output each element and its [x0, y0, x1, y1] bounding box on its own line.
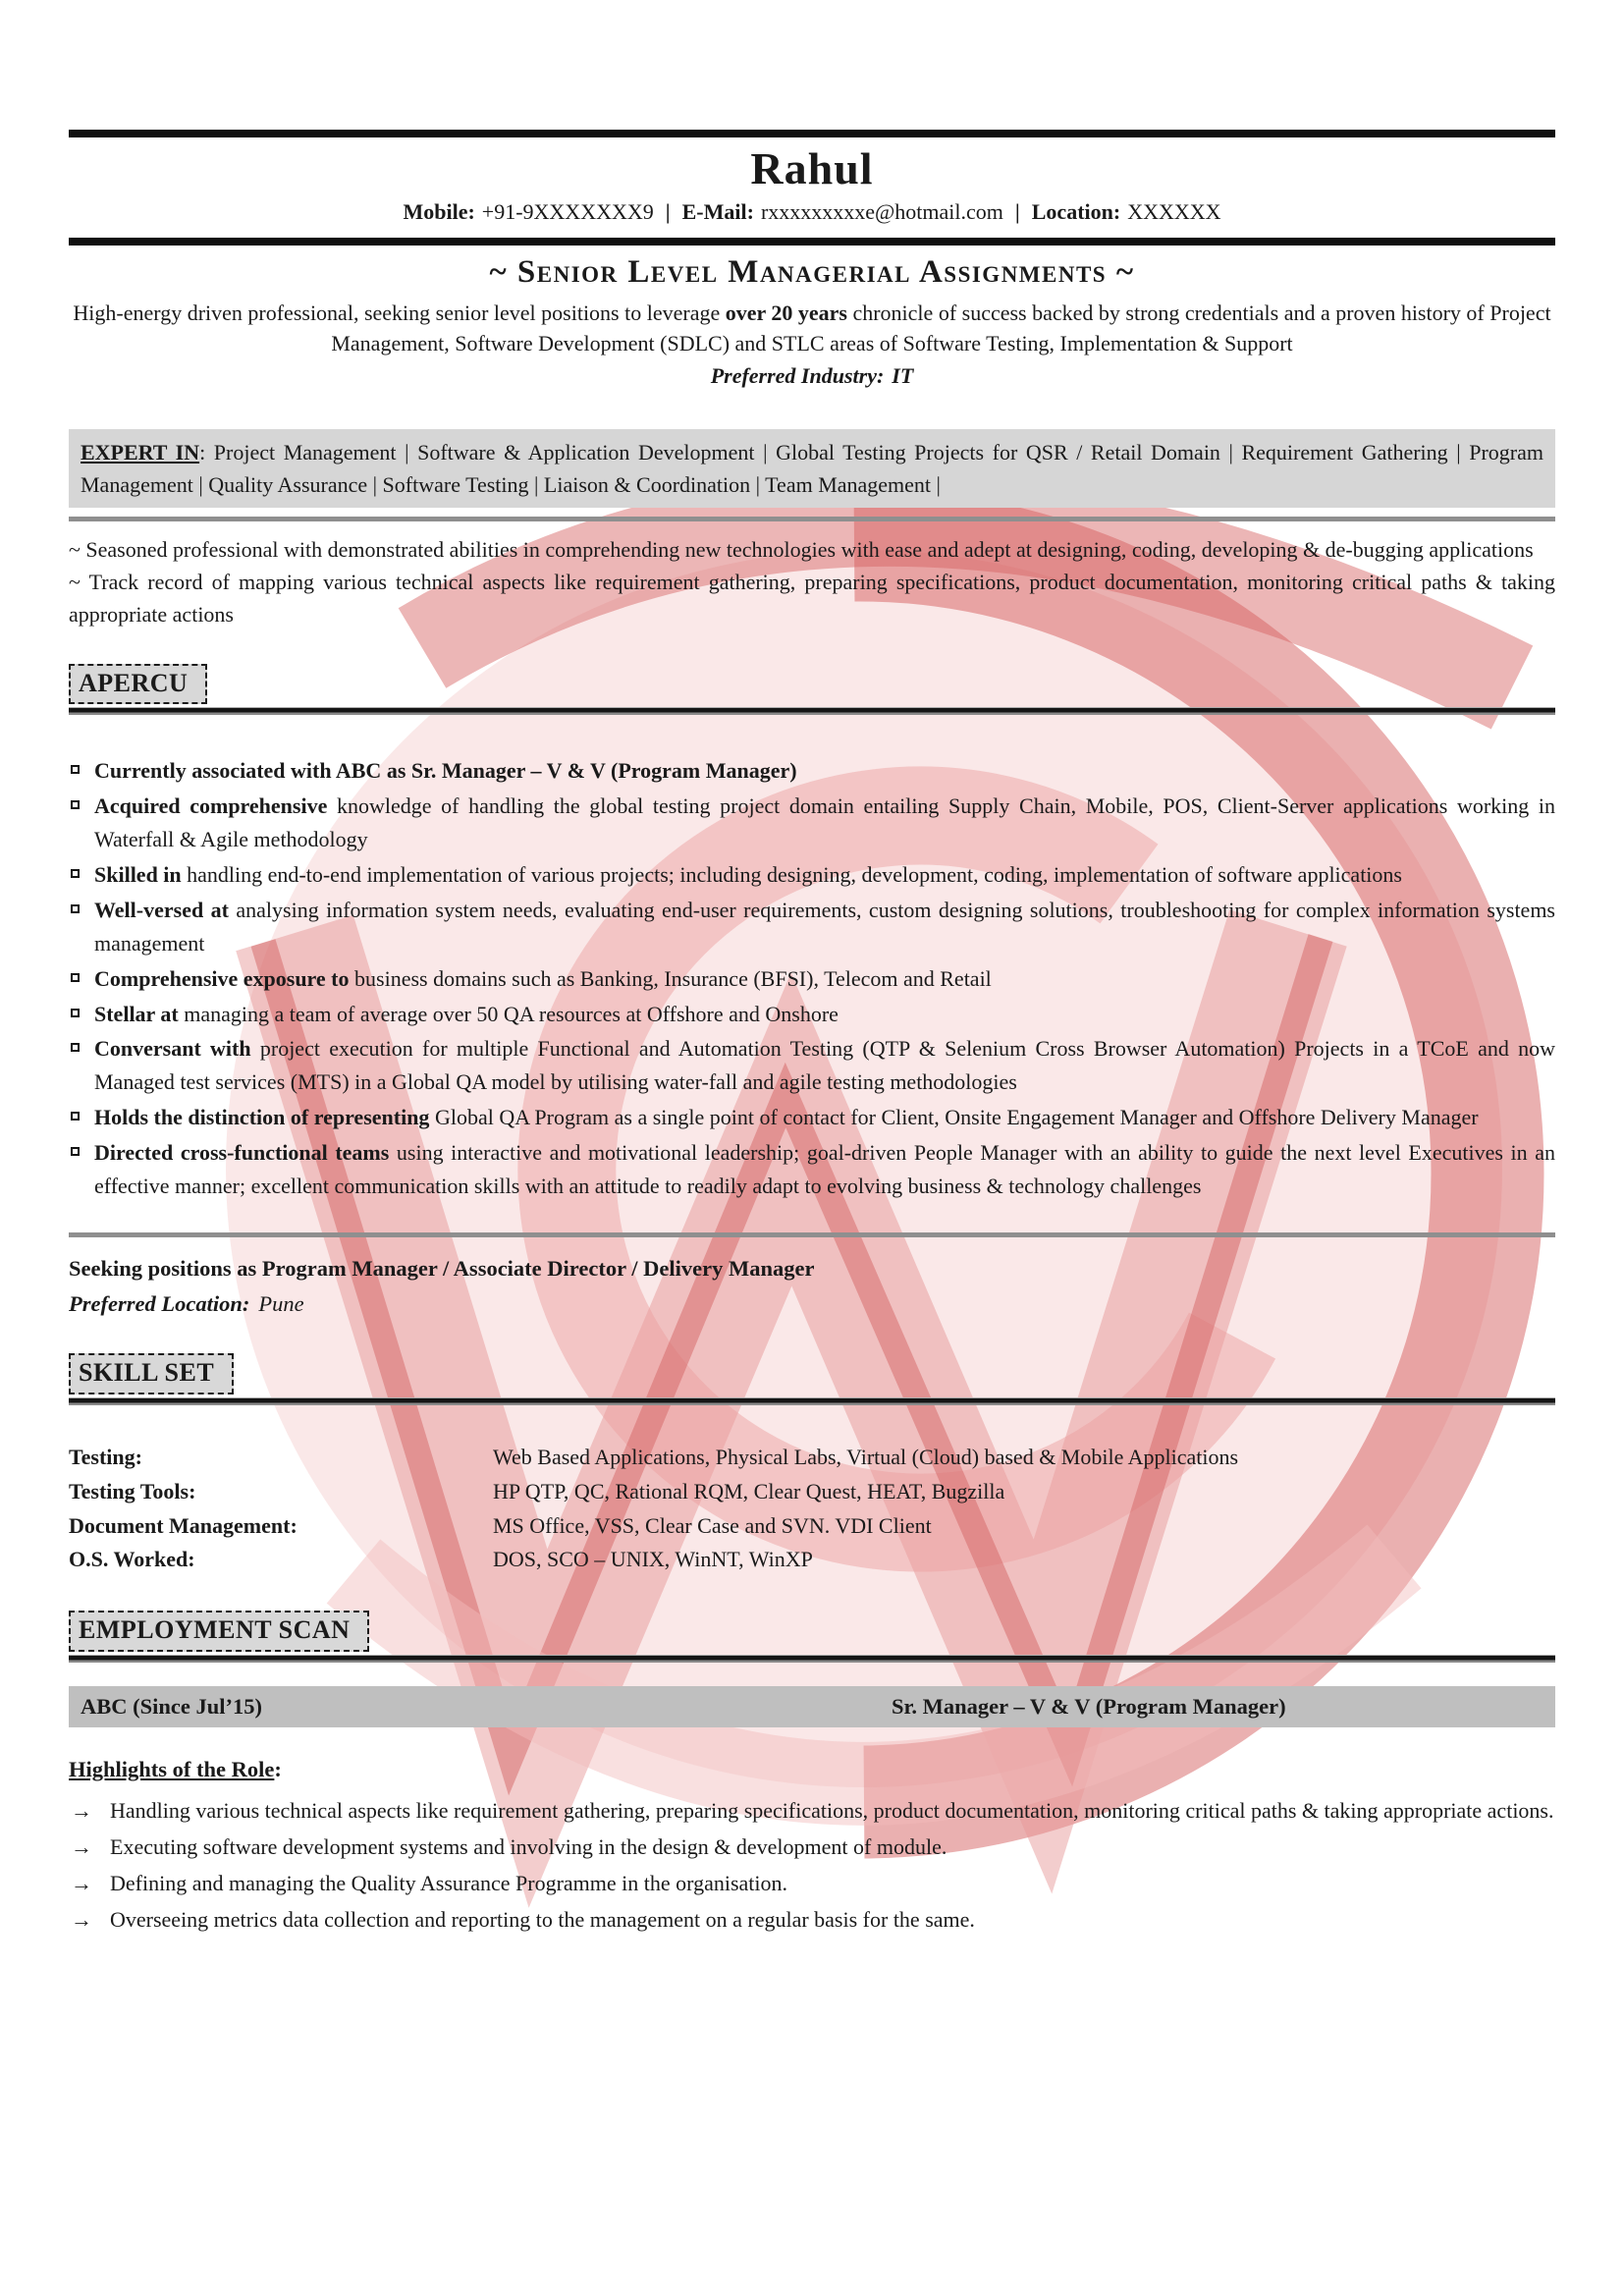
highlight-text: Overseeing metrics data collection and reporting to the management on a regular basis for the same.	[110, 1906, 975, 1932]
table-row	[69, 1475, 1555, 1509]
table-row	[69, 1441, 1555, 1475]
section-rule	[69, 1655, 1555, 1663]
skill-value: DOS, SCO – UNIX, WinNT, WinXP	[493, 1547, 813, 1572]
contact-line	[69, 197, 1555, 228]
arrow-bullet-icon: →	[71, 1834, 92, 1860]
square-bullet-icon	[71, 904, 80, 913]
section-title-apercu: APERCU	[69, 664, 207, 705]
item-rest: knowledge of handling the global testing project domain entailing Supply Chain, Mobile, POS, Client-Server applications working in Waterfall & Agile methodology	[94, 793, 1556, 852]
skill-value: Web Based Applications, Physical Labs, Virtual (Cloud) based & Mobile Applications	[493, 1445, 1239, 1470]
item-lead: Holds the distinction of representing	[94, 1105, 430, 1130]
item-rest: analysing information system needs, evaluating end-user requirements, custom designing solutions, troubleshooting for complex information systems management	[94, 897, 1555, 956]
list-item	[69, 790, 1555, 856]
skill-value: MS Office, VSS, Clear Case and SVN. VDI Client	[493, 1512, 932, 1538]
email-label: E-Mail:	[681, 199, 754, 225]
square-bullet-icon	[71, 1147, 80, 1156]
list-item	[69, 1136, 1555, 1203]
item-rest: managing a team of average over 50 QA resources at Offshore and Onshore	[178, 1001, 839, 1026]
preferred-location-value: Pune	[258, 1290, 304, 1316]
location-label: Location:	[1031, 199, 1121, 225]
table-row	[69, 1543, 1555, 1577]
skill-label: Testing Tools:	[69, 1478, 196, 1503]
expert-in-box	[69, 429, 1555, 508]
list-item	[69, 858, 1555, 892]
list-item	[69, 1794, 1555, 1828]
profile-notes	[69, 533, 1555, 630]
skill-label: Testing:	[69, 1445, 142, 1470]
seeking-positions: Seeking positions as Program Manager / Associate Director / Delivery Manager	[69, 1255, 815, 1281]
header-top-rule	[69, 130, 1555, 137]
list-item	[69, 1032, 1555, 1099]
skill-label: Document Management:	[69, 1512, 298, 1538]
email-value: rxxxxxxxxxe@hotmail.com	[760, 199, 1003, 225]
preferred-industry-line	[69, 361, 1555, 392]
list-item	[69, 1101, 1555, 1134]
item-lead: Conversant with	[94, 1036, 251, 1062]
section-title-skill-set: SKILL SET	[69, 1353, 234, 1394]
preferred-location-line	[69, 1287, 1555, 1321]
highlights-heading-label: Highlights of the Role	[69, 1757, 275, 1782]
square-bullet-icon	[71, 1043, 80, 1052]
skill-value: HP QTP, QC, Rational RQM, Clear Quest, HEAT, Bugzilla	[493, 1478, 1005, 1503]
contact-separator: |	[665, 199, 671, 225]
list-item	[69, 1903, 1555, 1937]
list-item	[69, 1867, 1555, 1900]
item-rest: Global QA Program as a single point of contact for Client, Onsite Engagement Manager and Offshore Delivery Manager	[429, 1105, 1479, 1130]
item-rest: business domains such as Banking, Insurance (BFSI), Telecom and Retail	[349, 965, 992, 991]
square-bullet-icon	[71, 973, 80, 982]
divider-gray	[69, 517, 1555, 521]
apercu-list	[69, 754, 1555, 1202]
arrow-bullet-icon: →	[71, 1906, 92, 1932]
highlights-heading	[69, 1753, 1555, 1786]
skill-label: O.S. Worked:	[69, 1547, 195, 1572]
square-bullet-icon	[71, 765, 80, 774]
square-bullet-icon	[71, 869, 80, 878]
summary-bold: over 20 years	[725, 300, 847, 325]
mobile-value: +91-9XXXXXXX9	[481, 199, 654, 225]
table-row	[69, 1509, 1555, 1544]
mobile-label: Mobile:	[403, 199, 475, 225]
preferred-industry-label: Preferred Industry:	[710, 362, 885, 388]
highlight-text: Executing software development systems and involving in the design & development of module.	[110, 1834, 947, 1860]
expert-in-label: EXPERT IN	[81, 439, 200, 465]
list-item	[69, 754, 1555, 788]
arrow-bullet-icon: →	[71, 1870, 92, 1895]
list-item	[69, 962, 1555, 996]
square-bullet-icon	[71, 1009, 80, 1017]
preferred-location-label: Preferred Location:	[69, 1290, 250, 1316]
highlights-list	[69, 1794, 1555, 1937]
item-lead: Skilled in	[94, 862, 182, 887]
list-item	[69, 894, 1555, 960]
job-title: Sr. Manager – V & V (Program Manager)	[892, 1693, 1286, 1719]
contact-separator: |	[1014, 199, 1020, 225]
list-item	[69, 998, 1555, 1031]
section-rule	[69, 707, 1555, 715]
candidate-name: Rahul	[750, 143, 874, 193]
list-item	[69, 1831, 1555, 1864]
profile-note: ~ Seasoned professional with demonstrated abilities in comprehending new technologies with ease and adept at designing, coding, developing & de-bugging applications	[69, 536, 1534, 562]
resume-headline: ~ Senior Level Managerial Assignments ~	[489, 253, 1135, 290]
employment-header-bar	[69, 1686, 1555, 1728]
expert-in-colon: :	[199, 439, 214, 465]
square-bullet-icon	[71, 1112, 80, 1121]
item-lead: Acquired comprehensive	[94, 793, 328, 819]
location-value: XXXXXX	[1127, 199, 1221, 225]
employer-name: ABC (Since Jul’15)	[81, 1693, 262, 1719]
top-margin	[69, 0, 1555, 130]
item-lead: Well-versed at	[94, 897, 229, 922]
item-rest: handling end-to-end implementation of various projects; including designing, development, coding, implementation of software applications	[181, 862, 1402, 887]
section-title-employment-scan: EMPLOYMENT SCAN	[69, 1611, 369, 1652]
skills-table	[69, 1441, 1555, 1577]
item-rest: project execution for multiple Functional and Automation Testing (QTP & Selenium Cross Browser Automation) Projects in a TCoE and now Managed test services (MTS) in a Global QA model by utilising water-fall and agile testing methodologies	[94, 1036, 1556, 1095]
arrow-bullet-icon: →	[71, 1798, 92, 1824]
square-bullet-icon	[71, 800, 80, 809]
item-rest: using interactive and motivational leadership; goal-driven People Manager with an ability to guide the next level Executives in an effective manner; excellent communication skills with an attitude to readily adapt to evolving business & technology challenges	[94, 1140, 1555, 1198]
expert-in-body: Project Management | Software & Application Development | Global Testing Projects for QSR / Retail Domain | Requirement Gathering | Program Management | Quality Assurance | Software Testing | Liaison & Coordination | Team Management |	[81, 439, 1543, 497]
highlight-text: Defining and managing the Quality Assurance Programme in the organisation.	[110, 1870, 787, 1895]
item-lead: Currently associated with ABC as Sr. Manager – V & V (Program Manager)	[94, 758, 797, 784]
item-lead: Stellar at	[94, 1001, 179, 1026]
highlights-heading-colon: :	[274, 1757, 282, 1782]
preferred-industry-value: IT	[892, 362, 914, 388]
summary-post: chronicle of success backed by strong credentials and a proven history of Project Management, Software Development (SDLC) and STLC areas of Software Testing, Implementation & Support	[331, 300, 1551, 356]
highlight-text: Handling various technical aspects like requirement gathering, preparing specifications, product documentation, monitoring critical paths & taking appropriate actions.	[110, 1798, 1554, 1824]
divider-gray	[69, 1232, 1555, 1237]
profile-summary	[69, 298, 1555, 359]
summary-pre: High-energy driven professional, seeking senior level positions to leverage	[73, 300, 726, 325]
profile-note: ~ Track record of mapping various technical aspects like requirement gathering, preparing specifications, product documentation, monitoring critical paths & taking appropriate actions	[69, 569, 1555, 627]
header-bottom-rule	[69, 238, 1555, 246]
item-lead: Comprehensive exposure to	[94, 965, 350, 991]
item-lead: Directed cross-functional teams	[94, 1140, 390, 1165]
section-rule	[69, 1397, 1555, 1405]
